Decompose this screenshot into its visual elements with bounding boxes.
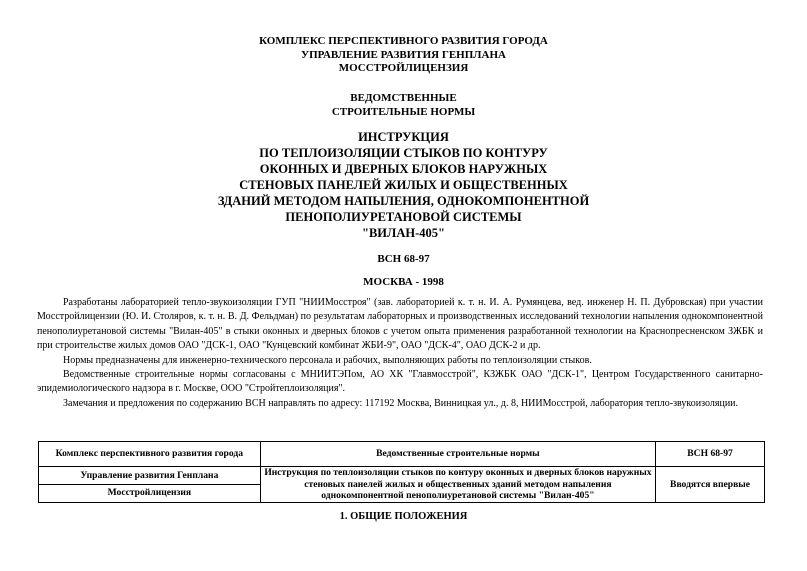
document-code: ВСН 68-97 — [377, 253, 430, 265]
paragraph-feedback: Замечания и предложения по содержанию ВСН направлять по адресу: 117192 Москва, Винницкая ул., д. 8, НИИМосстрой, лаборатория тепло-звукоизоляции. — [63, 397, 739, 409]
paragraph-audience: Нормы предназначены для инженерно-технического персонала и рабочих, выполняющих работы по теплоизоляции стыков. — [63, 354, 592, 366]
org-line: МОССТРОЙЛИЦЕНЗИЯ — [338, 62, 469, 74]
organization-header — [0, 35, 807, 76]
document-meta-table — [38, 441, 765, 503]
title-line: ПО ТЕПЛОИЗОЛЯЦИИ СТЫКОВ ПО КОНТУРУ — [259, 146, 548, 160]
title-line: ИНСТРУКЦИЯ — [358, 130, 449, 144]
norm-type-header — [0, 92, 807, 119]
meta-org-complex: Комплекс перспективного развития города — [39, 442, 261, 467]
meta-norm-type: Ведомственные строительные нормы — [260, 442, 655, 467]
meta-status: Вводятся впервые — [656, 467, 765, 503]
section-heading: 1. ОБЩИЕ ПОЛОЖЕНИЯ — [339, 511, 468, 522]
preamble-text — [37, 296, 763, 411]
meta-code: ВСН 68-97 — [656, 442, 765, 467]
title-line: СТЕНОВЫХ ПАНЕЛЕЙ ЖИЛЫХ И ОБЩЕСТВЕННЫХ — [239, 178, 568, 192]
org-line: КОМПЛЕКС ПЕРСПЕКТИВНОГО РАЗВИТИЯ ГОРОДА — [259, 35, 548, 47]
title-line: "ВИЛАН-405" — [362, 226, 445, 240]
document-title — [0, 129, 807, 241]
meta-org-license: Мосстройлицензия — [39, 484, 261, 502]
title-line: ОКОННЫХ И ДВЕРНЫХ БЛОКОВ НАРУЖНЫХ — [259, 162, 548, 176]
title-line: ЗДАНИЙ МЕТОДОМ НАПЫЛЕНИЯ, ОДНОКОМПОНЕНТНОЙ — [217, 194, 590, 208]
city-year: МОСКВА - 1998 — [363, 276, 444, 288]
meta-title: Инструкция по теплоизоляции стыков по контуру оконных и дверных блоков наружных стеновых панелей жилых и общественных зданий методом напыления однокомпонентной пенополиуретановой системы "Вилан-405" — [260, 467, 655, 503]
norm-type-line: СТРОИТЕЛЬНЫЕ НОРМЫ — [331, 105, 476, 118]
paragraph-approval: Ведомственные строительные нормы согласованы с МНИИТЭПом, АО ХК "Главмосстрой", КЗЖБК ОАО "ДСК-1", Центром Государственного санитарно-эпидемиологического надзора в г. Москве, ООО "Стройтеплоизоляция". — [37, 369, 763, 395]
org-line: УПРАВЛЕНИЕ РАЗВИТИЯ ГЕНПЛАНА — [301, 48, 506, 61]
title-line: ПЕНОПОЛИУРЕТАНОВОЙ СИСТЕМЫ — [285, 210, 522, 224]
meta-org-department: Управление развития Генплана — [39, 467, 261, 485]
paragraph-developers: Разработаны лабораторией тепло-звукоизоляции ГУП "НИИМосстроя" (зав. лабораторией к. т. н. И. А. Румянцева, вед. инженер Н. П. Дубровская) при участии Мосстройлицензии (Ю. И. Столяров, к. т. н. В. Д. Фельдман) по результатам лабораторных и производственных исследований технологии напыления однокомпонентной пенополиуретановой системы "Вилан-405" в стыки оконных и дверных блоков с учетом опыта применения разработанной технологии на Краснопресненском ЗЖБК и при строительстве жилых домов ОАО "ДСК-1, ОАО "Кунцевский комбинат ЖБИ-9", ОАО "ДСК-4", ОАО ДСК-2 и др. — [37, 297, 763, 352]
norm-type-line: ВЕДОМСТВЕННЫЕ — [350, 92, 457, 104]
